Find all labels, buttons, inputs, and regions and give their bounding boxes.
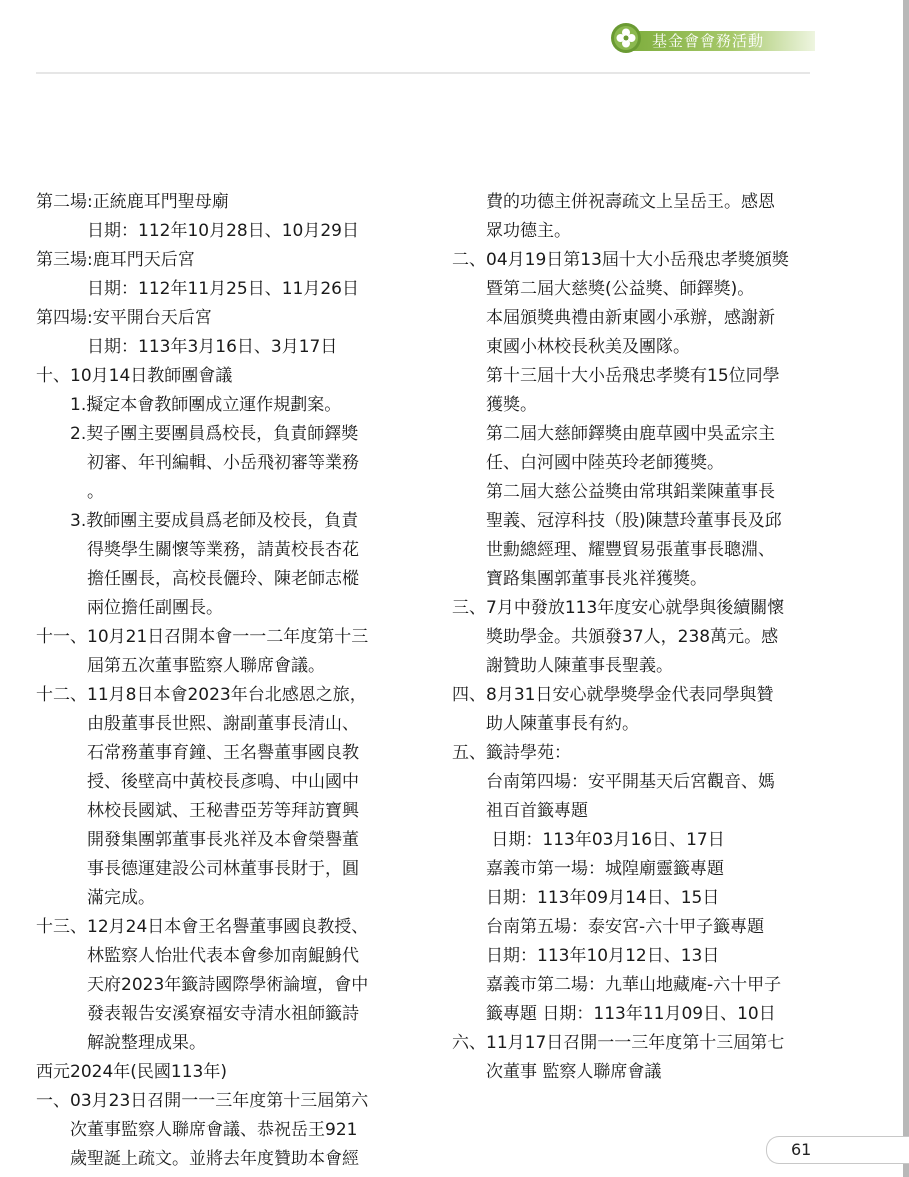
- text-line: 滿完成。: [36, 888, 155, 908]
- right-column: [452, 188, 842, 1087]
- text-line: 次董事 監察人聯席會議: [452, 1062, 662, 1082]
- text-line: 事長德運建設公司林董事長財于，圓: [36, 859, 359, 879]
- text-line: 第二屆大慈公益獎由常琪鋁業陳董事長: [452, 482, 775, 502]
- text-line: 暨第二屆大慈獎(公益獎、師鐸獎)。: [452, 279, 755, 299]
- text-line: 。: [36, 482, 104, 502]
- text-line: 日期：113年03月16日、17日: [452, 830, 725, 850]
- section-header: [610, 22, 815, 54]
- text-line: 3.教師團主要成員爲老師及校長，負責: [36, 511, 359, 531]
- text-line: 初審、年刊編輯、小岳飛初審等業務: [36, 453, 359, 473]
- text-line: 日期：112年11月25日、11月26日: [36, 279, 359, 299]
- text-line: 獲獎。: [452, 395, 537, 415]
- text-line: 台南第四場：安平開基天后宮觀音、媽: [452, 772, 775, 792]
- text-line: 開發集團郭董事長兆祥及本會榮譽董: [36, 830, 359, 850]
- text-line: 日期：113年09月14日、15日: [452, 888, 720, 908]
- text-line: 祖百首籤專題: [452, 801, 588, 821]
- text-line: 第十三屆十大小岳飛忠孝獎有15位同學: [452, 366, 780, 386]
- text-line: 五、籤詩學苑：: [452, 743, 571, 763]
- page-number: 61: [791, 1140, 812, 1159]
- text-line: 歲聖誕上疏文。並將去年度贊助本會經: [36, 1149, 359, 1169]
- text-line: 東國小林校長秋美及團隊。: [452, 337, 690, 357]
- section-title: 基金會會務活動: [652, 32, 765, 50]
- text-line: 十、10月14日教師團會議: [36, 366, 233, 386]
- text-line: 十一、10月21日召開本會一一二年度第十三: [36, 627, 369, 647]
- text-line: 兩位擔任副團長。: [36, 598, 223, 618]
- text-line: 獎助學金。共頒發37人，238萬元。感: [452, 627, 779, 647]
- text-line: 嘉義市第一場：城隍廟靈籤專題: [452, 859, 724, 879]
- text-line: 嘉義市第二場：九華山地藏庵-六十甲子: [452, 975, 782, 995]
- clover-logo-icon: [610, 22, 642, 54]
- text-line: 十二、11月8日本會2023年台北感恩之旅，: [36, 685, 367, 705]
- text-line: 林監察人怡壯代表本會參加南鯤鯓代: [36, 946, 359, 966]
- text-line: 第二場:正統鹿耳門聖母廟: [36, 192, 229, 212]
- text-line: 世勳總經理、耀豐貿易張董事長聰淵、: [452, 540, 775, 560]
- text-line: 擔任團長，高校長儷玲、陳老師志樅: [36, 569, 359, 589]
- text-line: 任、白河國中陸英玲老師獲獎。: [452, 453, 724, 473]
- text-line: 眾功德主。: [452, 221, 571, 241]
- text-line: 林校長國斌、王秘書亞芳等拜訪寶興: [36, 801, 359, 821]
- text-line: 四、8月31日安心就學獎學金代表同學與贊: [452, 685, 774, 705]
- text-line: 2.契子團主要團員爲校長，負責師鐸獎: [36, 424, 359, 444]
- text-line: 第二屆大慈師鐸獎由鹿草國中吳孟宗主: [452, 424, 775, 444]
- text-line: 六、11月17日召開一一三年度第十三屆第七: [452, 1033, 785, 1053]
- text-line: 屆第五次董事監察人聯席會議。: [36, 656, 325, 676]
- text-line: 日期：113年3月16日、3月17日: [36, 337, 338, 357]
- text-line: 第三場:鹿耳門天后宮: [36, 250, 195, 270]
- text-line: 籤專題 日期：113年11月09日、10日: [452, 1004, 776, 1024]
- text-line: 日期：113年10月12日、13日: [452, 946, 720, 966]
- text-line: 石常務董事育鐘、王名譽董事國良教: [36, 743, 359, 763]
- text-line: 二、04月19日第13屆十大小岳飛忠孝獎頒獎: [452, 250, 789, 270]
- text-line: 三、7月中發放113年度安心就學與後續關懷: [452, 598, 785, 618]
- text-line: 日期：112年10月28日、10月29日: [36, 221, 359, 241]
- text-line: 謝贊助人陳董事長聖義。: [452, 656, 673, 676]
- text-line: 十三、12月24日本會王名譽董事國良教授、: [36, 917, 369, 937]
- text-line: 西元2024年(民國113年): [36, 1062, 227, 1082]
- text-line: 得獎學生關懷等業務，請黃校長杏花: [36, 540, 359, 560]
- text-line: 第四場:安平開台天后宮: [36, 308, 212, 328]
- text-line: 台南第五場：泰安宮-六十甲子籤專題: [452, 917, 765, 937]
- text-line: 助人陳董事長有約。: [452, 714, 639, 734]
- header-divider: [36, 72, 810, 74]
- text-line: 發表報告安溪寮福安寺清水祖師籤詩: [36, 1004, 359, 1024]
- text-line: 一、03月23日召開一一三年度第十三屆第六: [36, 1091, 369, 1111]
- text-line: 天府2023年籤詩國際學術論壇，會中: [36, 975, 369, 995]
- text-line: 授、後壁高中黃校長彥鳴、中山國中: [36, 772, 359, 792]
- text-line: 解說整理成果。: [36, 1033, 206, 1053]
- text-line: 次董事監察人聯席會議、恭祝岳王921: [36, 1120, 358, 1140]
- text-line: 1.擬定本會教師團成立運作規劃案。: [36, 395, 342, 415]
- text-line: 聖義、冠淳科技（股)陳慧玲董事長及邱: [452, 511, 782, 531]
- page-edge: [903, 0, 909, 1177]
- text-line: 寶路集團郭董事長兆祥獲獎。: [452, 569, 707, 589]
- left-column: [36, 188, 436, 1174]
- text-line: 由殷董事長世熙、謝副董事長清山、: [36, 714, 359, 734]
- page-number-tab: [766, 1136, 909, 1164]
- text-line: 費的功德主併祝壽疏文上呈岳王。感恩: [452, 192, 775, 212]
- text-line: 本屆頒獎典禮由新東國小承辦，感謝新: [452, 308, 775, 328]
